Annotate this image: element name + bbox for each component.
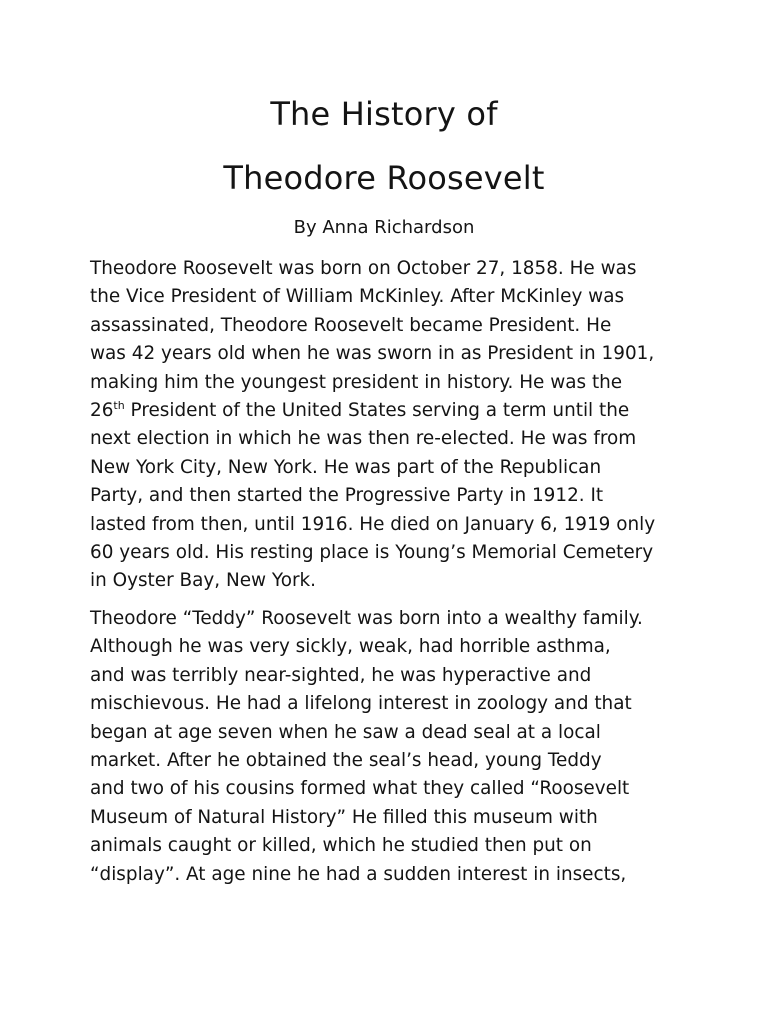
text-line: and was terribly near-sighted, he was hyperactive and (90, 664, 592, 686)
text-line: mischievous. He had a lifelong interest in zoology and that (90, 693, 632, 715)
text-line-rest: President of the United States serving a term until the (124, 399, 630, 421)
text-line: Party, and then started the Progressive Party in 1912. It (90, 485, 604, 507)
text-line: and two of his cousins formed what they called “Roosevelt (90, 778, 630, 800)
text-line: began at age seven when he saw a dead seal at a local (90, 721, 601, 743)
text-line: 60 years old. His resting place is Young’s Memorial Cemetery (90, 541, 654, 563)
ordinal-number: 26 (90, 399, 114, 421)
text-line: making him the youngest president in history. He was the (90, 371, 623, 393)
text-line: next election in which he was then re-elected. He was from (90, 428, 637, 450)
text-line: New York City, New York. He was part of the Republican (90, 456, 602, 478)
text-line: Theodore Roosevelt was born on October 27, 1858. He was (90, 258, 637, 279)
text-line: “display”. At age nine he had a sudden interest in insects, (90, 863, 627, 885)
text-line: Theodore “Teddy” Roosevelt was born into a wealthy family. (90, 608, 643, 629)
paragraph-2 (90, 605, 690, 889)
text-line: Although he was very sickly, weak, had horrible asthma, (90, 636, 611, 658)
text-line (90, 397, 690, 425)
text-line: assassinated, Theodore Roosevelt became President. He (90, 314, 612, 336)
text-line: was 42 years old when he was sworn in as President in 1901, (90, 343, 655, 365)
text-line: Museum of Natural History” He filled this museum with (90, 806, 598, 828)
text-line: animals caught or killed, which he studied then put on (90, 835, 592, 857)
text-line: market. After he obtained the seal’s head, young Teddy (90, 749, 602, 771)
text-line: lasted from then, until 1916. He died on January 6, 1919 only (90, 513, 656, 535)
text-line: in Oyster Bay, New York. (90, 570, 317, 592)
ordinal-suffix: th (113, 398, 125, 412)
title-line-2: Theodore Roosevelt (223, 159, 545, 197)
byline: By Anna Richardson (293, 217, 475, 238)
paragraph-1 (90, 255, 690, 596)
text-line: the Vice President of William McKinley. After McKinley was (90, 286, 625, 308)
title-line-1: The History of (270, 95, 498, 133)
